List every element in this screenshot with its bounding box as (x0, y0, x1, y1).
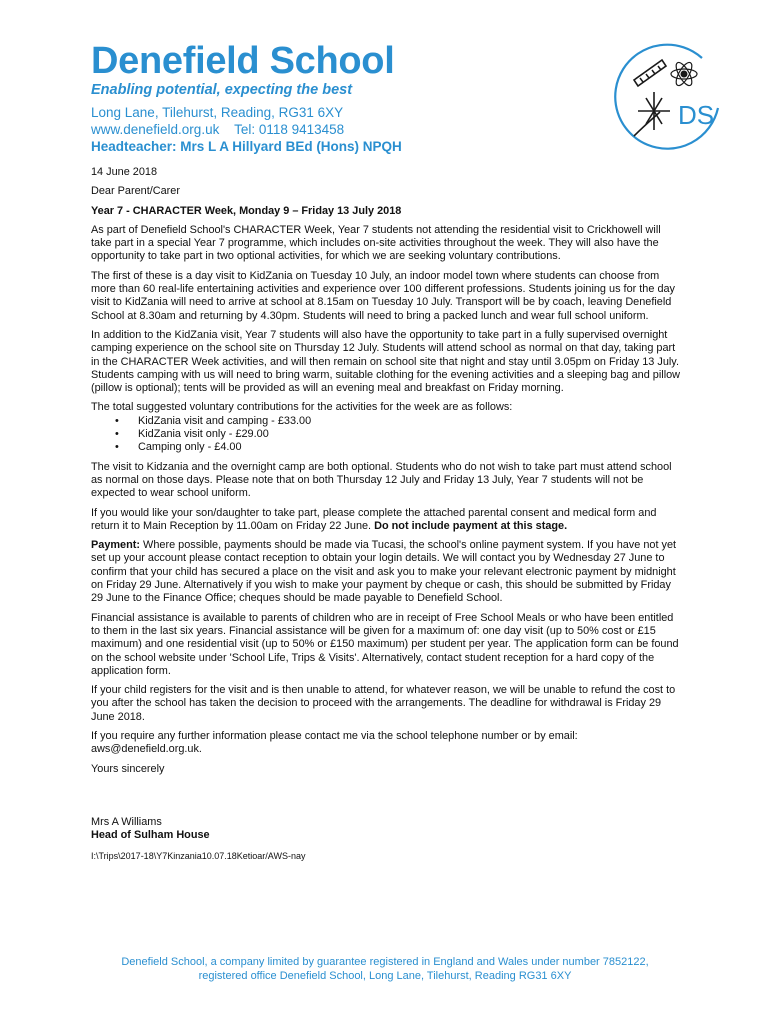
footer-line-1: Denefield School, a company limited by guarantee registered in England and Wales under number 7852122, (121, 956, 649, 968)
logo-film-strip (634, 60, 666, 86)
logo-atom-nucleus (681, 71, 687, 77)
signatory-title: Head of Sulham House (91, 829, 210, 842)
paragraph-optional: The visit to Kidzania and the overnight camp are both optional. Students who do not wish to take part must attend school as normal on those days. Please note that on both Thursday 12 July and Friday 13 July, Year 7 students will not be expected to wear school uniform. (91, 460, 672, 500)
letter-subject: Year 7 - CHARACTER Week, Monday 9 – Friday 13 July 2018 (91, 204, 402, 217)
paragraph-payment (91, 539, 681, 605)
school-contact: www.denefield.org.uk Tel: 0118 9413458 (91, 122, 345, 137)
school-motto: Enabling potential, expecting the best (91, 82, 353, 98)
paragraph-consent (91, 507, 681, 534)
school-logo-icon (604, 36, 724, 156)
consent-text: If you would like your son/daughter to take part, please complete the attached parental consent and medical form and return it to Main Reception by 11.00am on Friday 22 June. (91, 506, 657, 532)
school-address: Long Lane, Tilehurst, Reading, RG31 6XY (91, 105, 344, 120)
letter-date: 14 June 2018 (91, 166, 158, 178)
school-name: Denefield School (91, 40, 395, 82)
payment-text: Where possible, payments should be made via Tucasi, the school's online payment system. If you have not yet set up your account please contact reception to obtain your login details. We will contact you by Wednesday 27 June to confirm that your child has secured a place on the visit and ask you to make your relevant electronic payment by midnight on Friday 29 June. Alternatively if you wish to make your payment by cheque or cash, this should be submitted by Friday 29 June to the Finance Office; cheques should be made payable to Denefield School. (91, 539, 677, 605)
logo-outer-arc (615, 45, 718, 149)
signatory-name: Mrs A Williams (91, 815, 162, 828)
list-item: • Camping only - £4.00 (91, 441, 681, 454)
document-reference: I:\Trips\2017-18\Y7Kinzania10.07.18Ketioar/AWS-nay (91, 851, 306, 862)
paragraph-camping: In addition to the KidZania visit, Year 7 students will also have the opportunity to take part in a fully supervised overnight camping experience on the school site on Thursday 12 July. Students will attend school as normal on that day, taking part in the CHARACTER Week activities, and will then remain on school site that night and stay until 3.05pm on Friday 13 July. Students camping with us will need to bring warm, suitable clothing for the evening activities and a sleeping bag and pillow (pillow is optional); tents will be provided as will an evening meal and breakfast on Friday morning. (91, 328, 681, 395)
logo-compass (638, 92, 670, 130)
paragraph-financial-assistance: Financial assistance is available to parents of children who are in receipt of Free School Meals or who have been entitled to them in the last six years. Financial assistance will be given for a maximum of: one day visit (up to 50% cost or £15 maximum) and one residential visit (up to 50% or £150 maximum) per student per year. The application form can be found on the school website under 'School Life, Trips & Visits'. Alternatively, contact student reception for a hard copy of the application form. (91, 611, 679, 677)
payment-label: Payment: (91, 539, 141, 552)
footer-line-2: registered office Denefield School, Long Lane, Tilehurst, Reading RG31 6XY (198, 970, 572, 982)
headteacher-line: Headteacher: Mrs L A Hillyard BEd (Hons) NPQH (91, 139, 402, 154)
closing: Yours sincerely (91, 762, 165, 775)
contribution-list (91, 415, 681, 455)
logo-quill (634, 112, 660, 136)
paragraph-withdrawal: If your child registers for the visit and is then unable to attend, for whatever reason, we will be unable to refund the cost to you after the school has taken the decision to proceed with the arrangements. The deadline for withdrawal is Friday 29 June 2018. (91, 684, 676, 723)
list-item: • KidZania visit and camping - £33.00 (91, 415, 681, 428)
paragraph-contact: If you require any further information please contact me via the school telephone number or by email: aws@denefield.org.uk. (91, 729, 578, 756)
logo-letters: DS (678, 100, 715, 130)
no-payment-notice: Do not include payment at this stage. (374, 519, 568, 532)
footer (60, 955, 710, 983)
paragraph-contributions: The total suggested voluntary contributions for the activities for the week are as follows: (91, 401, 513, 414)
letter-body (91, 166, 681, 870)
paragraph-intro: As part of Denefield School's CHARACTER Week, Year 7 students not attending the residential visit to Crickhowell will take part in a special Year 7 programme, which includes on-site activities throughout the week. They will also have the opportunity to take part in two optional activities, for which we are seeking voluntary contributions. (91, 223, 661, 263)
paragraph-kidzania: The first of these is a day visit to KidZania on Tuesday 10 July, an indoor model town where students can choose from more than 60 real-life entertaining activities and experience over 100 different professions. Students joining us for the day visit to KidZania will need to arrive at school at 8.15am on Tuesday 10 July. Transport will be by coach, leaving Denefield School at 8.30am and returning by 4.30pm. Students will need to bring a packed lunch and wear full school uniform. (91, 269, 676, 322)
salutation: Dear Parent/Carer (91, 185, 180, 198)
signature-space (91, 782, 681, 816)
list-item: • KidZania visit only - £29.00 (91, 428, 681, 441)
